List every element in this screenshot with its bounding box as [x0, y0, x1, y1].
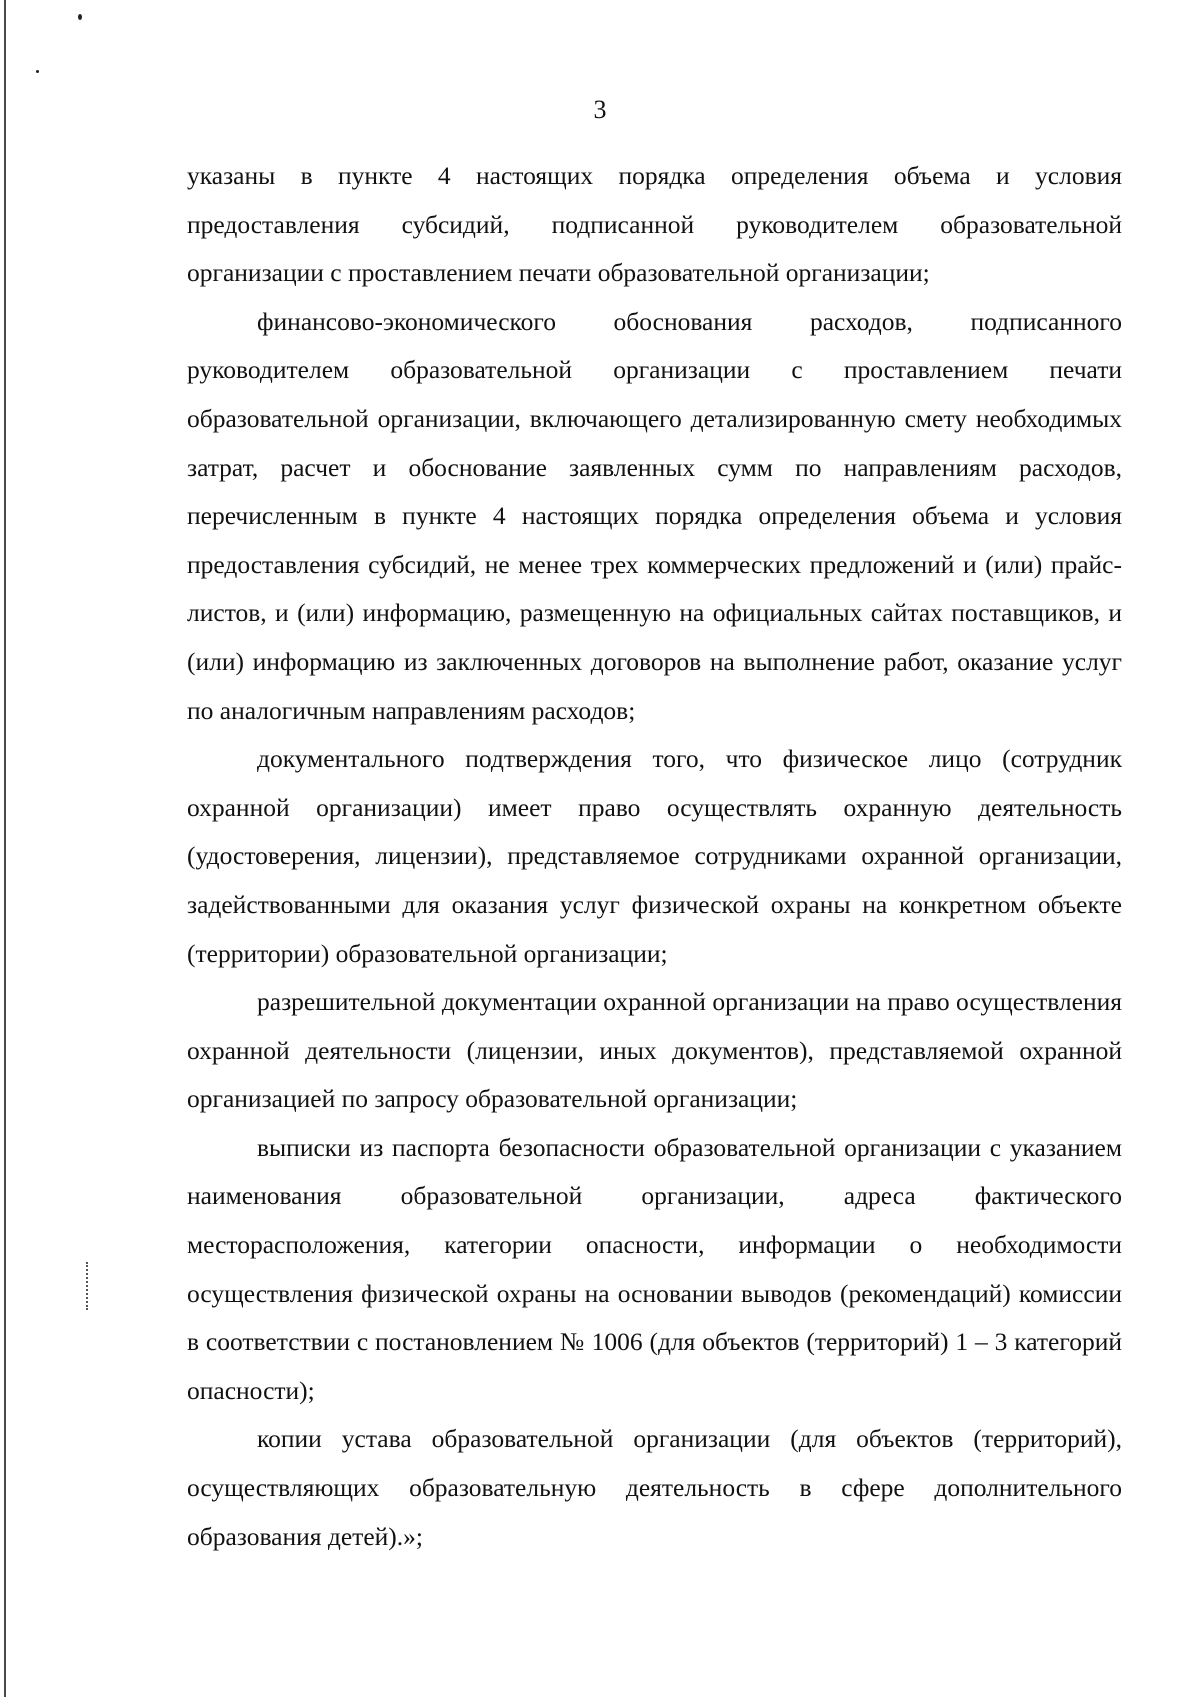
scan-left-edge	[4, 0, 6, 1697]
scan-speck	[36, 70, 39, 73]
paragraph-safety-passport-extract: выписки из паспорта безопасности образовательной организации с указанием наименования образовательной организации, адреса фактического месторасположения, категории опасности, информации о необходимости осуществления физической охраны на основании выводов (рекомендаций) комиссии в соответствии с постановлением № 1006 (для объектов (территорий) 1 – 3 категорий опасности);	[187, 1132, 1122, 1405]
scan-dotted-mark	[86, 1262, 90, 1310]
scan-speck	[78, 14, 82, 20]
document-body	[187, 152, 1122, 1561]
paragraph-charter-copy: копии устава образовательной организации (для объектов (территорий), осуществляющих образовательную деятельность в сфере дополнительного образования детей).»;	[187, 1424, 1122, 1551]
paragraph-documentary-confirmation: документального подтверждения того, что физическое лицо (сотрудник охранной организации) имеет право осуществлять охранную деятельность (удостоверения, лицензии), представляемое сотрудниками охранной организации, задействованными для оказания услуг физической охраны на конкретном объекте (территории) образовательной организации;	[187, 744, 1122, 968]
page-number: 3	[593, 95, 607, 124]
paragraph-permit-documentation: разрешительной документации охранной организации на право осуществления охранной деятельности (лицензии, иных документов), представляемой охранной организацией по запросу образовательной организации;	[187, 987, 1122, 1114]
paragraph-financial-justification: финансово-экономического обоснования расходов, подписанного руководителем образовательной организации с проставлением печати образовательной организации, включающего детализированную смету необходимых затрат, расчет и обоснование заявленных сумм по направлениям расходов, перечисленным в пункте 4 настоящих порядка определения объема и условия предоставления субсидий, не менее трех коммерческих предложений и (или) прайс-листов, и (или) информацию, размещенную на официальных сайтах поставщиков, и (или) информацию из заключенных договоров на выполнение работ, оказание услуг по аналогичным направлениям расходов;	[187, 306, 1122, 725]
paragraph-continuation: указаны в пункте 4 настоящих порядка определения объема и условия предоставления субсидий, подписанной руководителем образовательной организации с проставлением печати образовательной организации;	[187, 161, 1122, 288]
